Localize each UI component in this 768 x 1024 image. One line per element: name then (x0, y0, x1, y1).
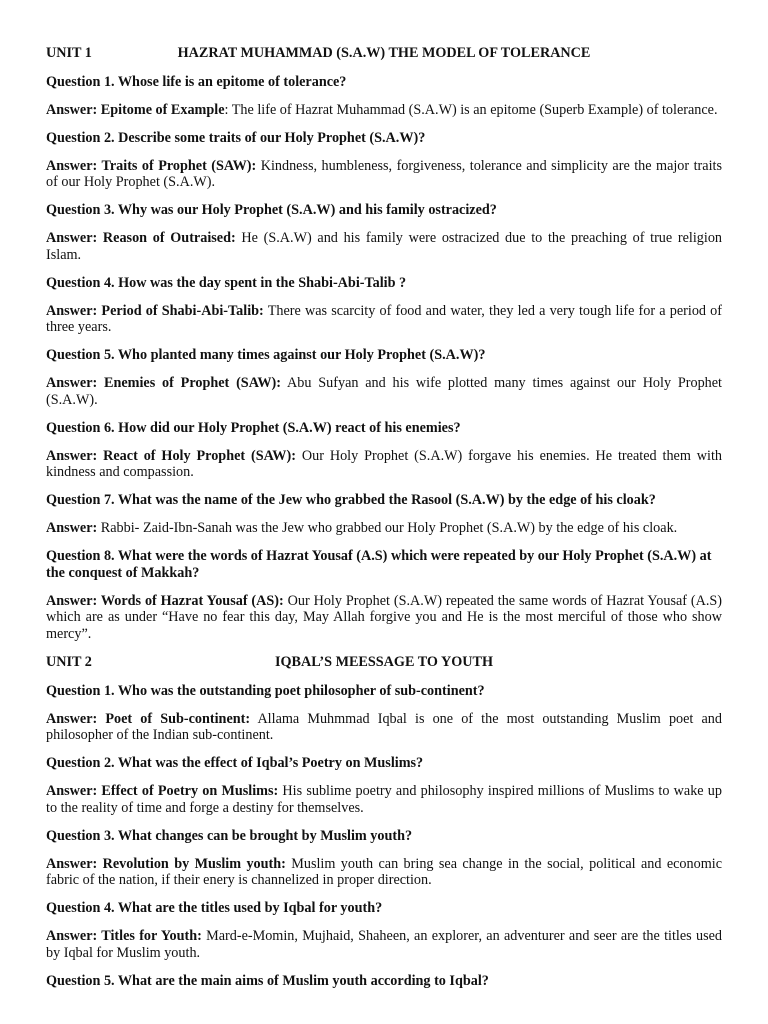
answer (46, 158, 722, 191)
answer (46, 448, 722, 481)
question: Question 4. What are the titles used by Iqbal for youth? (46, 900, 383, 916)
answer-lead: Answer: React of Holy Prophet (SAW): (46, 447, 296, 464)
answer-text: His sublime poetry and philosophy inspired millions of Muslims to wake up to the reality of time and forge a destiny for themselves. (46, 783, 722, 816)
question: Question 2. What was the effect of Iqbal’s Poetry on Muslims? (46, 755, 424, 771)
answer-text: Muslim youth can bring sea change in the social, political and economic fabric of the nation, if their enery is channelized in proper direction. (46, 855, 722, 888)
answer-text: He (S.A.W) and his family were ostracized due to the preaching of true religion Islam. (46, 230, 723, 263)
answer-lead: Answer: Titles for Youth: (46, 928, 202, 944)
answer (46, 520, 722, 537)
answer-lead: Answer: Revolution by Muslim youth: (46, 855, 286, 872)
answer (46, 102, 722, 119)
answer (46, 230, 722, 263)
unit-label: UNIT 1 (46, 45, 92, 61)
answer-text: : The life of Hazrat Muhammad (S.A.W) is an epitome (Superb Example) of tolerance. (224, 101, 718, 118)
answer-lead: Answer: Effect of Poetry on Muslims: (46, 783, 279, 799)
answer-lead: Answer: Epitome of Example (46, 101, 225, 118)
answer-text: Mard-e-Momin, Mujhaid, Shaheen, an explorer, an adventurer and seer are the titles used by Iqbal for Muslim youth. (46, 928, 722, 961)
unit-heading (46, 44, 722, 62)
answer-text: Kindness, humbleness, forgiveness, tolerance and simplicity are the major traits of our Holy Prophet (S.A.W). (46, 157, 722, 190)
answer (46, 303, 722, 336)
answer (46, 593, 722, 643)
answer-text: Our Holy Prophet (S.A.W) repeated the same words of Hazrat Yousaf (A.S) which are as under “Have no fear this day, May Allah forgive you and He is the most merciful of those who show mercy”. (46, 592, 723, 642)
unit-heading (46, 653, 722, 671)
question: Question 5. What are the main aims of Muslim youth according to Iqbal? (46, 972, 489, 989)
question: Question 8. What were the words of Hazrat Yousaf (A.S) which were repeated by our Holy Prophet (S.A.W) at the conquest of Makkah? (46, 548, 712, 581)
question: Question 4. How was the day spent in the Shabi-Abi-Talib ? (46, 274, 407, 291)
answer-lead: Answer: Words of Hazrat Yousaf (AS): (46, 592, 284, 609)
answer-text: There was scarcity of food and water, they led a very tough life for a period of three years. (46, 302, 723, 335)
question: Question 7. What was the name of the Jew who grabbed the Rasool (S.A.W) by the edge of his cloak? (46, 492, 656, 508)
question: Question 2. Describe some traits of our Holy Prophet (S.A.W)? (46, 129, 426, 146)
answer-lead: Answer: Reason of Outraised: (46, 230, 236, 246)
answer-text: Rabbi- Zaid-Ibn-Sanah was the Jew who grabbed our Holy Prophet (S.A.W) by the edge of his cloak. (97, 520, 678, 536)
unit-title: IQBAL’S MEESSAGE TO YOUTH (274, 654, 493, 670)
answer (46, 711, 722, 744)
answer-text: Allama Muhmmad Iqbal is one of the most outstanding Muslim poet and philosopher of the Indian sub-continent. (46, 710, 722, 743)
question: Question 6. How did our Holy Prophet (S.A.W) react of his enemies? (46, 419, 461, 436)
question: Question 3. What changes can be brought by Muslim youth? (46, 827, 413, 844)
answer (46, 783, 722, 816)
answer-text: Abu Sufyan and his wife plotted many times against our Holy Prophet (S.A.W). (46, 375, 722, 408)
question: Question 5. Who planted many times against our Holy Prophet (S.A.W)? (46, 347, 486, 363)
unit-label: UNIT 2 (46, 654, 92, 670)
unit-title: HAZRAT MUHAMMAD (S.A.W) THE MODEL OF TOLERANCE (177, 45, 591, 61)
answer (46, 856, 722, 889)
answer-lead: Answer: Traits of Prophet (SAW): (46, 157, 257, 174)
question: Question 3. Why was our Holy Prophet (S.A.W) and his family ostracized? (46, 202, 497, 218)
answer-lead: Answer: Enemies of Prophet (SAW): (46, 375, 282, 391)
question: Question 1. Whose life is an epitome of tolerance? (46, 73, 347, 90)
answer-lead: Answer: (46, 520, 98, 536)
answer-lead: Answer: Period of Shabi-Abi-Talib: (46, 302, 264, 319)
answer-lead: Answer: Poet of Sub-continent: (46, 710, 251, 727)
question: Question 1. Who was the outstanding poet philosopher of sub-continent? (46, 682, 485, 699)
answer (46, 375, 722, 408)
answer (46, 928, 722, 961)
answer-text: Our Holy Prophet (S.A.W) forgave his enemies. He treated them with kindness and compassion. (46, 447, 723, 480)
